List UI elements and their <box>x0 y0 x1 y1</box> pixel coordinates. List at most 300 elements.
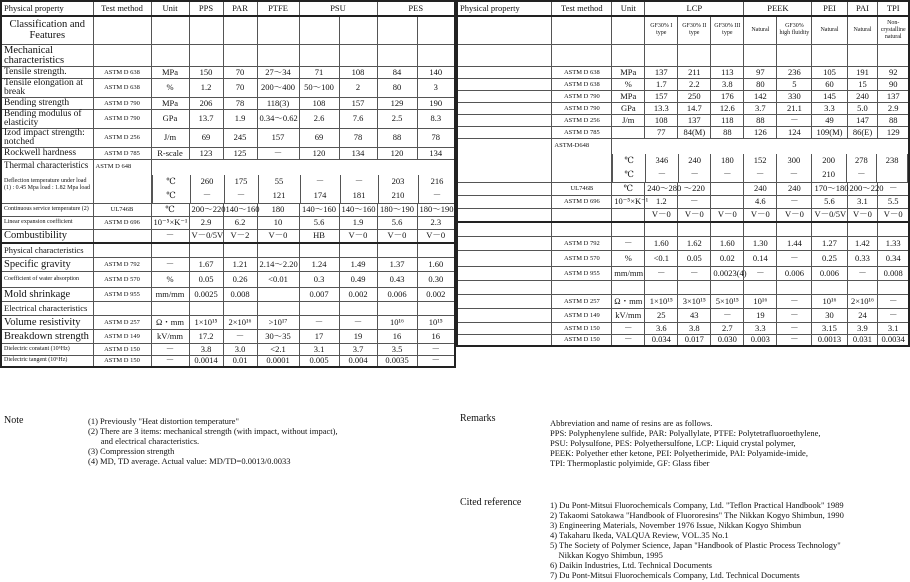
table-cell: 0.49 <box>339 271 377 287</box>
table-cell: 245 <box>223 128 257 147</box>
table-row <box>457 322 909 334</box>
table-cell: 2×10¹⁶ <box>223 315 257 329</box>
table-cell: 1.30 <box>744 236 777 250</box>
table-cell: V－0 <box>678 208 711 222</box>
table-cell: 30 <box>812 308 847 322</box>
table-cell: 1.21 <box>223 257 257 271</box>
table-cell: GPa <box>612 102 645 114</box>
table-cell: V－0 <box>377 229 417 243</box>
table-cell <box>257 287 299 301</box>
table-row <box>152 189 456 203</box>
table-row <box>457 126 909 138</box>
table-cell: 0.0034 <box>878 334 909 346</box>
table-row <box>457 102 909 114</box>
table-row <box>1 216 455 229</box>
table-cell: 346 <box>646 154 679 168</box>
table-cell: <2.1 <box>257 343 299 355</box>
table-cell: ASTM D 150 <box>93 343 151 355</box>
table-cell: 0.25 <box>812 250 847 266</box>
table-cell: 240 <box>777 182 812 195</box>
table-cell: 2.14～2.20 <box>257 257 299 271</box>
table-cell: 71 <box>299 66 339 78</box>
right-subheader-row <box>457 16 909 44</box>
text-line: (2) There are 3 items: mechanical strength (with impact, without impact), <box>88 426 338 436</box>
table-cell: － <box>711 168 744 182</box>
text-line: (3) Compression strength <box>88 446 175 456</box>
right-mech-rows <box>457 66 909 138</box>
table-cell: 16 <box>377 329 417 343</box>
table-cell: 3.5 <box>377 343 417 355</box>
table-cell: － <box>777 195 812 208</box>
table-cell: 1.60 <box>711 236 744 250</box>
table-row <box>1 257 455 271</box>
table-cell: MPa <box>151 66 189 78</box>
table-cell: 0.004 <box>339 355 377 367</box>
text-line: 1) Du Pont-Mitsui Fluorochemicals Company, Ltd. "Teflon Practical Handbook" 1989 <box>550 500 844 510</box>
subheader-cell: GF30% high fluidity <box>777 16 812 44</box>
table-cell: － <box>878 308 909 322</box>
table-cell <box>612 126 645 138</box>
table-cell: 10⁻⁵×K⁻¹ <box>151 216 189 229</box>
table-cell: 1×10¹⁵ <box>645 294 678 308</box>
table-cell: Ω・mm <box>612 294 645 308</box>
table-cell: mm/mm <box>612 266 645 280</box>
table-cell: V－2 <box>223 229 257 243</box>
table-cell: Coefficient of water absorption <box>1 271 93 287</box>
table-row <box>457 182 909 195</box>
table-cell: 1.2 <box>645 195 678 208</box>
table-cell: 3.1 <box>847 195 878 208</box>
deflection-label: Deflection temperature under load (1) : 0.45 Mpa load : 1.82 Mpa load <box>4 177 90 191</box>
table-cell: － <box>878 294 909 308</box>
table-cell: J/m <box>151 128 189 147</box>
right-elec-rows <box>457 294 909 346</box>
r-hdr-peek: PEEK <box>744 1 812 16</box>
table-cell: － <box>777 308 812 322</box>
table-cell: 0.26 <box>223 271 257 287</box>
table-cell: － <box>417 355 455 367</box>
notes-title: Note <box>4 415 24 426</box>
r-deflection-method: ASTM-D648 <box>552 138 612 182</box>
table-cell: Dielectric constant (10⁶Hz) <box>1 343 93 355</box>
subheader-cell: Natural <box>744 16 777 44</box>
table-cell <box>457 102 552 114</box>
refs-lines <box>550 500 844 580</box>
table-cell: 216 <box>418 175 456 189</box>
table-cell <box>552 208 612 222</box>
text-line: PEEK: Polyether ether ketone, PEI: Polyetherimide, PAI: Polyamide-imide, <box>550 448 808 458</box>
table-cell: － <box>224 189 258 203</box>
r-deflection-inner <box>612 154 908 182</box>
text-line: 2) Takaomi Satokawa "Handbook of Fluororesins" The Nikkan Kogyo Shimbun, 1990 <box>550 510 844 520</box>
table-cell: Rockwell hardness <box>1 147 93 159</box>
table-cell: 170～180 <box>812 182 847 195</box>
table-cell: 0.008 <box>223 287 257 301</box>
table-cell: ASTM D 570 <box>552 250 612 266</box>
right-phys-rows <box>457 236 909 280</box>
table-cell: 69 <box>189 128 223 147</box>
table-cell: kV/mm <box>151 329 189 343</box>
r-hdr-lcp: LCP <box>645 1 744 16</box>
table-cell: V－0 <box>711 208 744 222</box>
r-hdr-physical-property: Physical property <box>457 1 552 16</box>
table-cell: 3 <box>417 78 455 97</box>
hdr-par: PAR <box>223 1 257 16</box>
table-cell: 123 <box>189 147 223 159</box>
table-cell: － <box>151 257 189 271</box>
hdr-psu: PSU <box>299 1 377 16</box>
table-cell <box>457 66 552 78</box>
table-cell: 3.7 <box>339 343 377 355</box>
table-cell: － <box>678 266 711 280</box>
table-cell: 3×10¹⁵ <box>678 294 711 308</box>
table-cell: ASTM D 785 <box>552 126 612 138</box>
table-cell: 15 <box>847 78 878 90</box>
table-cell: 17.2 <box>189 329 223 343</box>
table-cell: 1.62 <box>678 236 711 250</box>
table-cell: Continuous service temperature (2) <box>1 203 93 216</box>
table-cell: Bending strength <box>1 97 93 109</box>
table-cell: 120 <box>299 147 339 159</box>
table-cell: 180 <box>257 203 299 216</box>
table-cell: 0.05 <box>678 250 711 266</box>
table-cell: 60 <box>812 78 847 90</box>
text-line: PSU: Polysulfone, PES: Polyethersulfone, LCP: Liquid crystal polymer, <box>550 438 796 448</box>
hdr-pps: PPS <box>189 1 223 16</box>
table-cell: 124 <box>777 126 812 138</box>
table-cell: 25 <box>645 308 678 322</box>
table-cell: ASTM D 149 <box>552 308 612 322</box>
table-cell: 147 <box>847 114 878 126</box>
right-thermal-rows <box>457 182 909 208</box>
table-cell: 240 <box>847 90 878 102</box>
table-cell: 125 <box>223 147 257 159</box>
table-cell: 6.2 <box>223 216 257 229</box>
table-cell: － <box>777 114 812 126</box>
table-cell: ASTM D 696 <box>552 195 612 208</box>
table-row <box>457 78 909 90</box>
table-row <box>1 78 455 97</box>
table-cell: 129 <box>377 97 417 109</box>
table-cell: 1.24 <box>299 257 339 271</box>
table-cell: 1.7 <box>645 78 678 90</box>
table-cell: 134 <box>339 147 377 159</box>
table-cell: 2×10¹⁶ <box>847 294 878 308</box>
r-hdr-unit: Unit <box>612 1 645 16</box>
table-cell: <0.1 <box>645 250 678 266</box>
table-cell: kV/mm <box>612 308 645 322</box>
table-cell: 200～220 <box>189 203 223 216</box>
table-cell: mm/mm <box>151 287 189 301</box>
table-cell: － <box>417 343 455 355</box>
table-row <box>457 114 909 126</box>
table-row <box>1 147 455 159</box>
table-cell: 0.006 <box>812 266 847 280</box>
table-cell: 129 <box>878 126 909 138</box>
table-cell: V－0 <box>777 208 812 222</box>
table-cell: 0.02 <box>711 250 744 266</box>
table-cell: 77 <box>645 126 678 138</box>
table-cell: 180～190 <box>377 203 417 216</box>
table-cell: 92 <box>878 66 909 78</box>
table-cell: 140～160 <box>299 203 339 216</box>
table-cell: ℃ <box>151 203 189 216</box>
table-cell: Ω・mm <box>151 315 189 329</box>
table-cell: － <box>777 250 812 266</box>
table-cell: 0.017 <box>678 334 711 346</box>
thermal-block <box>1 159 455 203</box>
table-cell: 2.5 <box>377 109 417 128</box>
table-cell: － <box>612 236 645 250</box>
table-cell: ASTM D 790 <box>552 90 612 102</box>
table-cell: Tensile strength. <box>1 66 93 78</box>
table-cell: MPa <box>612 66 645 78</box>
table-cell: ～220 <box>678 182 711 195</box>
table-row <box>1 329 455 343</box>
table-cell: － <box>678 168 711 182</box>
table-cell: 90 <box>878 78 909 90</box>
table-cell: 2.2 <box>678 78 711 90</box>
table-cell: 109(M) <box>812 126 847 138</box>
table-cell: － <box>340 175 378 189</box>
table-row <box>1 66 455 78</box>
table-cell: － <box>711 308 744 322</box>
table-cell: ASTM D 696 <box>93 216 151 229</box>
table-cell: ASTM D 256 <box>93 128 151 147</box>
table-cell: 0.0025 <box>189 287 223 301</box>
table-cell: 0.002 <box>339 287 377 301</box>
table-cell: 0.0013 <box>812 334 847 346</box>
table-cell: V－0/5V <box>812 208 847 222</box>
table-cell: 3.3 <box>744 322 777 334</box>
table-cell: ASTM D 149 <box>93 329 151 343</box>
table-cell: 10¹⁵ <box>417 315 455 329</box>
table-cell: 2.6 <box>299 109 339 128</box>
table-cell: － <box>744 266 777 280</box>
table-cell: 2.7 <box>711 322 744 334</box>
table-cell: 78 <box>417 128 455 147</box>
deflection-method: ASTM D 648 <box>93 159 151 203</box>
combustibility-label: Combustibility <box>1 229 93 243</box>
text-line: and electrical characteristics. <box>88 436 200 446</box>
text-line: (4) MD, TD average. Actual value: MD/TD=0.0013/0.0033 <box>88 456 291 466</box>
table-cell: 3.6 <box>645 322 678 334</box>
table-cell: V－0 <box>417 229 455 243</box>
table-cell: 174 <box>300 189 340 203</box>
table-row <box>457 250 909 266</box>
subheader-cell: Non-crystalline natural <box>878 16 909 44</box>
remarks-lines <box>550 418 821 468</box>
text-line: Abbreviation and name of resins are as follows. <box>550 418 713 428</box>
table-cell <box>457 195 552 208</box>
table-cell: 55 <box>258 175 300 189</box>
table-cell: － <box>418 189 456 203</box>
table-cell: ℃ <box>613 168 646 182</box>
table-row <box>457 308 909 322</box>
table-cell: ASTM D 257 <box>93 315 151 329</box>
table-cell: 88 <box>377 128 417 147</box>
table-cell: 1.60 <box>645 236 678 250</box>
table-cell: 142 <box>744 90 777 102</box>
table-cell: ASTM D 785 <box>93 147 151 159</box>
table-cell: 24 <box>847 308 878 322</box>
table-row <box>1 287 455 301</box>
table-cell <box>457 322 552 334</box>
table-cell: 3.1 <box>878 322 909 334</box>
table-cell: 27～34 <box>257 66 299 78</box>
left-phys-rows <box>1 257 455 301</box>
table-cell: － <box>777 294 812 308</box>
table-cell: － <box>612 322 645 334</box>
table-cell: 240～280 <box>645 182 678 195</box>
table-cell: 49 <box>812 114 847 126</box>
table-cell: 3.8 <box>189 343 223 355</box>
table-cell: － <box>151 355 189 367</box>
table-cell: 0.030 <box>711 334 744 346</box>
table-cell: 126 <box>744 126 777 138</box>
table-row <box>1 343 455 355</box>
table-cell: ASTM D 790 <box>93 97 151 109</box>
table-cell: GPa <box>151 109 189 128</box>
table-cell: Specific gravity <box>1 257 93 271</box>
table-cell: － <box>151 229 189 243</box>
table-cell: 7.6 <box>339 109 377 128</box>
mech-section: Mechanical characteristics <box>1 44 93 66</box>
table-row <box>457 90 909 102</box>
table-cell: － <box>223 329 257 343</box>
table-cell: 1.44 <box>777 236 812 250</box>
text-line: PPS: Polyphenylene sulfide, PAR: Polyallylate, PTFE: Polytetrafluoroethylene, <box>550 428 821 438</box>
r-hdr-test-method: Test method <box>552 1 612 16</box>
table-cell: 180 <box>711 154 744 168</box>
table-cell: 180～190 <box>417 203 455 216</box>
table-cell: ASTM D 150 <box>552 322 612 334</box>
r-hdr-tpi: TPI <box>878 1 909 16</box>
table-cell: 238 <box>877 154 908 168</box>
table-cell: 0.01 <box>223 355 257 367</box>
table-cell: 0.0035 <box>377 355 417 367</box>
left-elec-rows <box>1 315 455 367</box>
table-cell <box>877 168 908 182</box>
table-cell: － <box>777 334 812 346</box>
table-cell <box>457 308 552 322</box>
table-cell: 137 <box>645 66 678 78</box>
table-cell: 157 <box>645 90 678 102</box>
table-cell <box>612 208 645 222</box>
table-cell: V－0 <box>744 208 777 222</box>
table-cell: － <box>646 168 679 182</box>
table-cell: Breakdown strength <box>1 329 93 343</box>
text-line: 4) Takaharu Ikeda, VALQUA Review, VOL.35 No.1 <box>550 530 729 540</box>
table-cell: 13.3 <box>645 102 678 114</box>
table-cell: 3.3 <box>812 102 847 114</box>
table-cell: % <box>612 78 645 90</box>
table-cell: 200 <box>811 154 846 168</box>
table-cell: 0.008 <box>878 266 909 280</box>
phys-section: Physical characteristics <box>1 243 93 257</box>
table-cell: 157 <box>339 97 377 109</box>
table-cell: V－0 <box>847 208 878 222</box>
table-cell: 69 <box>299 128 339 147</box>
table-cell: % <box>612 250 645 266</box>
table-cell: 113 <box>711 66 744 78</box>
table-cell: 8.3 <box>417 109 455 128</box>
table-cell: 21.1 <box>777 102 812 114</box>
table-cell: ASTM D 638 <box>552 78 612 90</box>
table-cell: ℃ <box>612 182 645 195</box>
table-cell: R-scale <box>151 147 189 159</box>
table-cell: 78 <box>339 128 377 147</box>
table-cell: 43 <box>678 308 711 322</box>
table-cell: 211 <box>678 66 711 78</box>
table-cell: 0.005 <box>299 355 339 367</box>
table-cell <box>457 90 552 102</box>
table-cell: Mold shrinkage <box>1 287 93 301</box>
hdr-pes: PES <box>377 1 455 16</box>
table-cell: ASTM D 790 <box>552 102 612 114</box>
table-cell: 137 <box>878 90 909 102</box>
table-cell: 1.37 <box>377 257 417 271</box>
r-thermal-block <box>457 138 909 182</box>
r-hdr-pai: PAI <box>847 1 878 16</box>
table-cell: J/m <box>612 114 645 126</box>
table-cell: 13.7 <box>189 109 223 128</box>
text-line: 7) Du Pont-Mitsui Fluorochemicals Company, Ltd. Technical Documents <box>550 570 800 580</box>
thermal-section: Thermal characteristics <box>4 159 89 170</box>
table-cell: － <box>878 182 909 195</box>
combustibility-row <box>1 229 455 243</box>
table-cell: － <box>645 266 678 280</box>
table-cell: Tensile elongation at break <box>1 78 93 97</box>
table-cell <box>457 182 552 195</box>
left-property-table <box>0 0 456 368</box>
table-cell <box>457 250 552 266</box>
table-cell: － <box>151 343 189 355</box>
table-cell: 16 <box>417 329 455 343</box>
table-cell: 88 <box>744 114 777 126</box>
table-cell: － <box>300 175 340 189</box>
table-cell: ℃ <box>152 189 190 203</box>
table-cell: 250 <box>678 90 711 102</box>
text-line: (1) Previously "Heat distortion temperature" <box>88 416 239 426</box>
table-cell: 300 <box>776 154 811 168</box>
table-cell <box>93 229 151 243</box>
table-cell <box>457 334 552 346</box>
table-cell: 88 <box>711 126 744 138</box>
table-cell: 140～160 <box>223 203 257 216</box>
table-cell: 121 <box>258 189 300 203</box>
table-cell: 108 <box>299 97 339 109</box>
table-cell: V－0 <box>645 208 678 222</box>
table-cell: 210 <box>811 168 846 182</box>
table-cell: ASTM D 955 <box>93 287 151 301</box>
table-cell: 3.1 <box>299 343 339 355</box>
refs-title: Cited reference <box>460 497 522 508</box>
hdr-ptfe: PTFE <box>257 1 299 16</box>
table-cell: 70 <box>223 78 257 97</box>
table-cell: Volume resistivity <box>1 315 93 329</box>
table-cell: ASTM D 790 <box>93 109 151 128</box>
table-cell: V－0 <box>878 208 909 222</box>
table-cell: 181 <box>340 189 378 203</box>
table-cell: ℃ <box>613 154 646 168</box>
table-cell: Dielectric tangent (10⁶Hz) <box>1 355 93 367</box>
table-cell: 3.9 <box>847 322 878 334</box>
subheader-cell: Natural <box>812 16 847 44</box>
table-cell: ASTM D 256 <box>552 114 612 126</box>
table-row <box>457 195 909 208</box>
table-cell: 3.7 <box>744 102 777 114</box>
